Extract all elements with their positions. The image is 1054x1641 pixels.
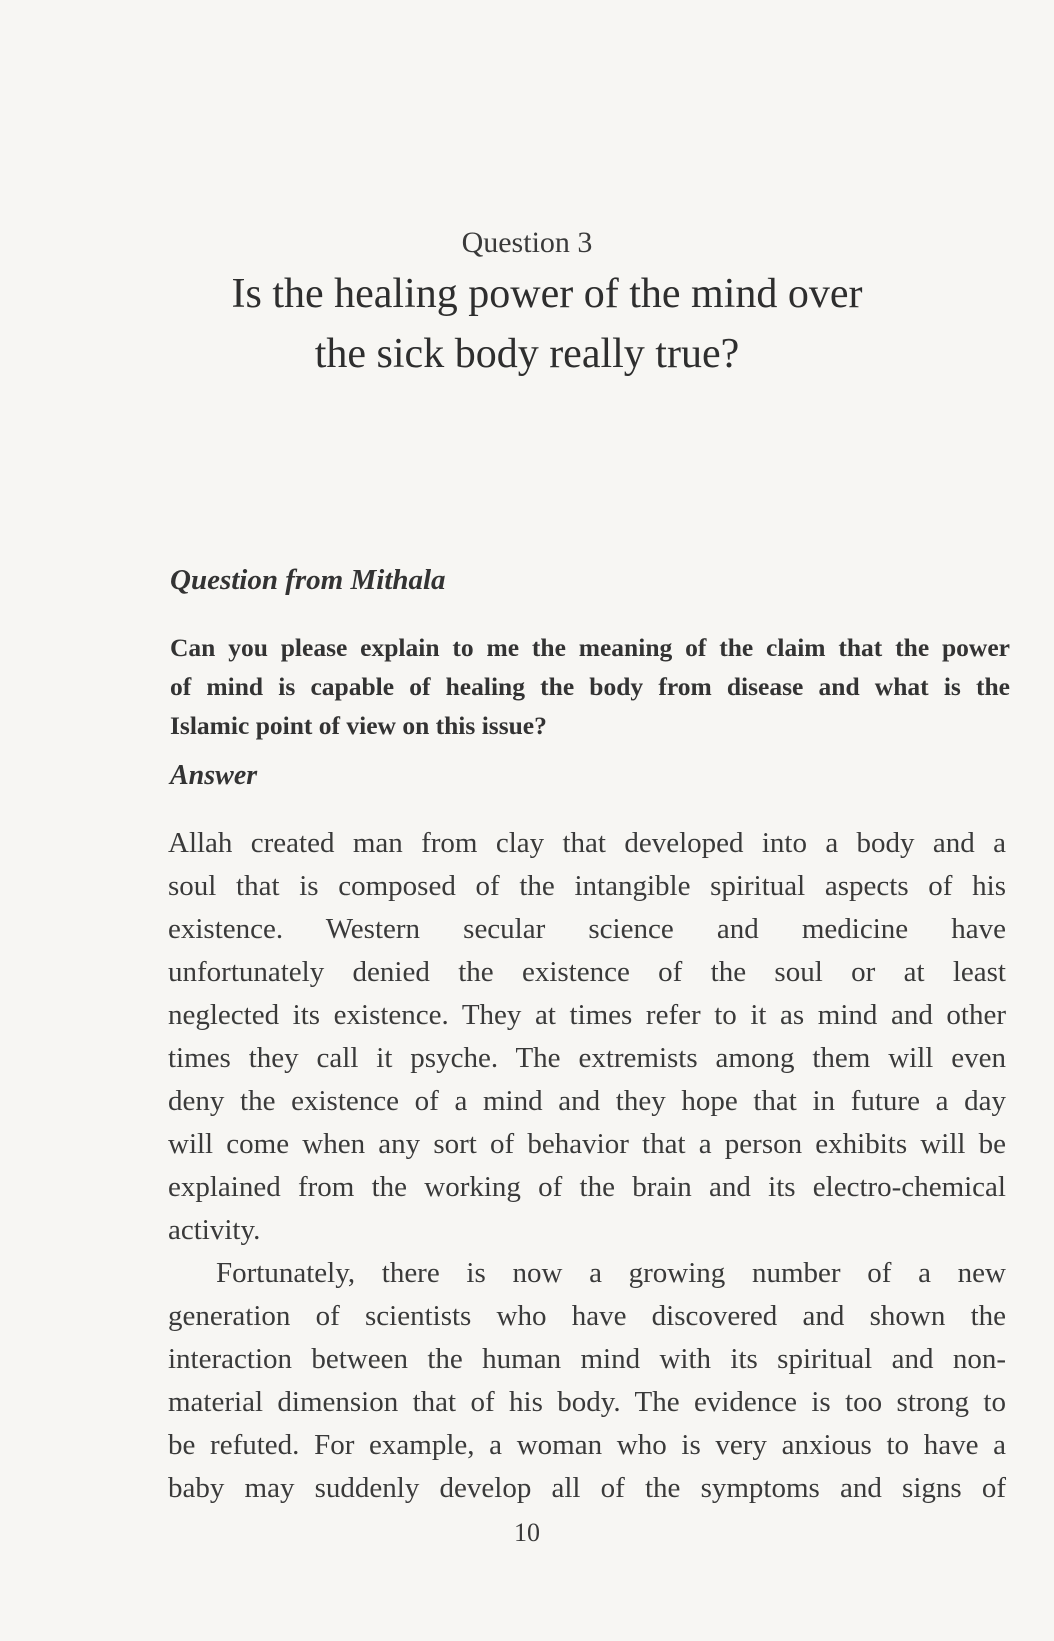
answer-body (168, 822, 1006, 1510)
body-line: deny the existence of a mind and they hope that in future a day (168, 1085, 1006, 1117)
page-number: 10 (514, 1518, 540, 1547)
page-title-line-1 (0, 270, 1054, 318)
body-line: neglected its existence. They at times refer to it as mind and other (168, 999, 1006, 1031)
body-line: explained from the working of the brain and its electro-chemical (168, 1171, 1006, 1203)
body-line: generation of scientists who have discovered and shown the (168, 1300, 1006, 1332)
body-line: Fortunately, there is now a growing number of a new (216, 1257, 1006, 1289)
body-line: material dimension that of his body. The evidence is too strong to (168, 1386, 1006, 1418)
body-line: baby may suddenly develop all of the symptoms and signs of (168, 1472, 1006, 1504)
question-text (170, 628, 1010, 745)
question-line: Islamic point of view on this issue? (170, 711, 547, 740)
question-number: Question 3 (461, 226, 593, 259)
body-line: times they call it psyche. The extremists among them will even (168, 1042, 1006, 1074)
question-line: Can you please explain to me the meaning of the claim that the power (170, 633, 1010, 662)
body-line: will come when any sort of behavior that a person exhibits will be (168, 1128, 1006, 1160)
body-line: activity. (168, 1214, 261, 1246)
question-line: of mind is capable of healing the body from disease and what is the (170, 672, 1010, 701)
question-from-heading: Question from Mithala (170, 564, 446, 596)
body-line: Allah created man from clay that developed into a body and a (168, 827, 1006, 859)
page-title-line-2: the sick body really true? (314, 331, 740, 377)
body-line: unfortunately denied the existence of the soul or at least (168, 956, 1006, 988)
body-line: be refuted. For example, a woman who is very anxious to have a (168, 1429, 1006, 1461)
body-line: existence. Western secular science and medicine have (168, 913, 1006, 945)
title-text-1: Is the healing power of the mind over (231, 271, 863, 317)
answer-heading: Answer (170, 760, 258, 791)
body-line: soul that is composed of the intangible spiritual aspects of his (168, 870, 1006, 902)
body-line: interaction between the human mind with its spiritual and non- (168, 1343, 1006, 1375)
